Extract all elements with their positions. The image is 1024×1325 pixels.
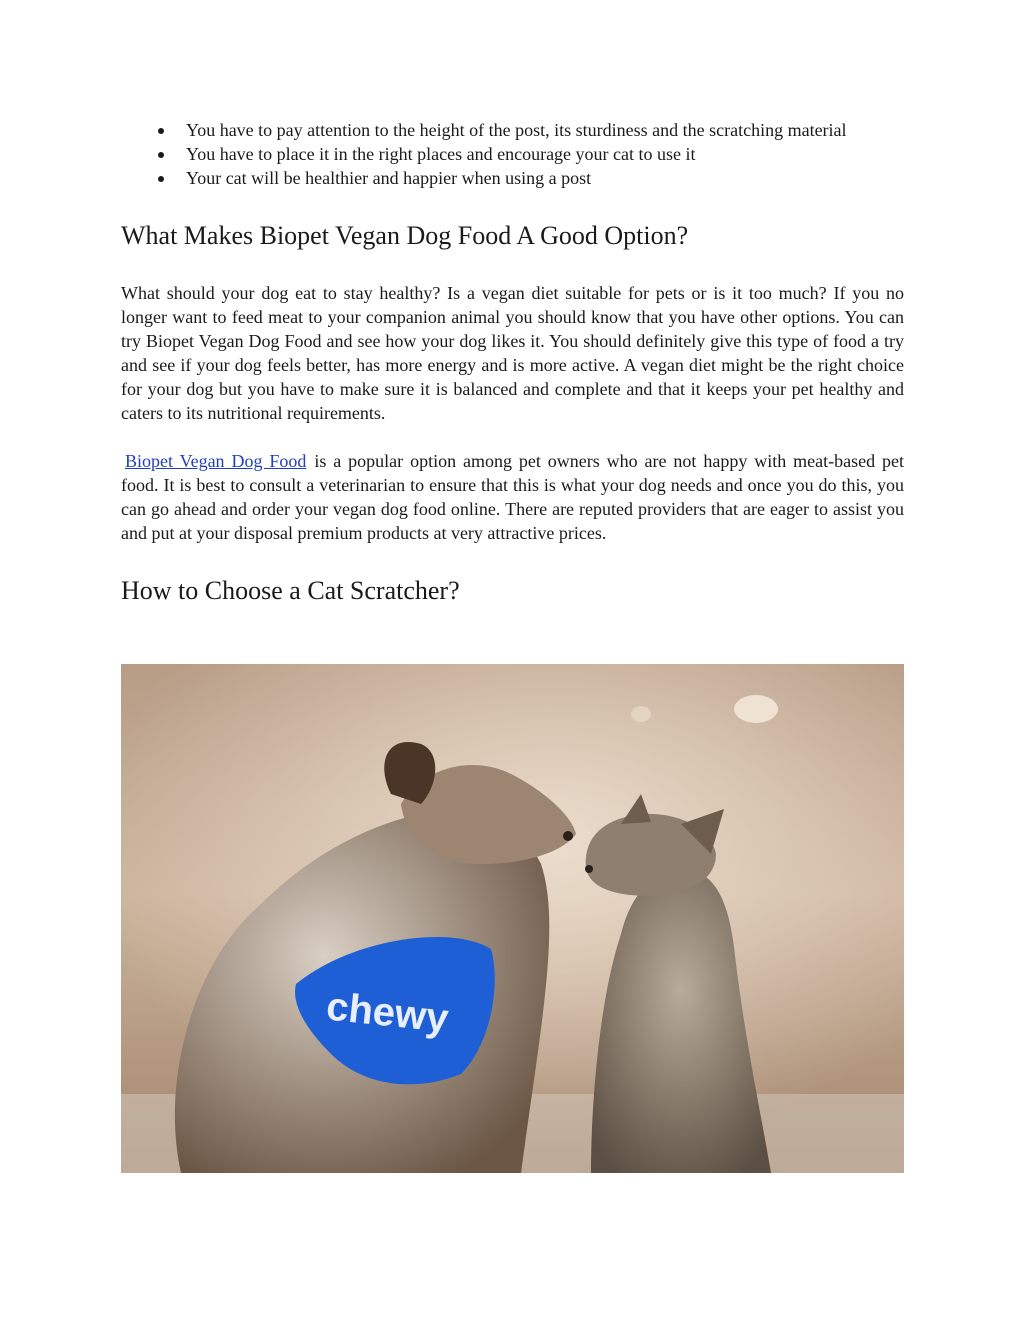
list-item-text: You have to pay attention to the height of the post, its sturdiness and the scratching material	[186, 120, 847, 140]
dog-and-cat-photo	[121, 664, 904, 1173]
list-item	[121, 166, 904, 190]
bullet-icon	[158, 152, 164, 158]
cat-nose	[585, 865, 593, 873]
bullet-icon	[158, 128, 164, 134]
dog-nose	[563, 831, 573, 841]
paragraph-biopet	[121, 449, 904, 545]
paragraph-intro: What should your dog eat to stay healthy? Is a vegan diet suitable for pets or is it too much? If you no longer want to feed meat to your companion animal you should know that you have other options. You can try Biopet Vegan Dog Food and see how your dog likes it. You should definitely give this type of food a try and see if your dog feels better, has more energy and is more active. A vegan diet might be the right choice for your dog but you have to make sure it is balanced and complete and that it keeps your pet healthy and caters to its nutritional requirements.	[121, 283, 904, 423]
section-heading-scratcher: How to Choose a Cat Scratcher?	[121, 576, 460, 605]
list-item	[121, 142, 904, 166]
document-page	[121, 118, 904, 606]
list-item-text: Your cat will be healthier and happier when using a post	[186, 168, 592, 188]
section-heading-biopet: What Makes Biopet Vegan Dog Food A Good Option?	[121, 221, 689, 250]
bullet-list	[121, 118, 904, 190]
list-item-text: You have to place it in the right places and encourage your cat to use it	[186, 144, 696, 164]
list-item	[121, 118, 904, 142]
bullet-icon	[158, 176, 164, 182]
biopet-link[interactable]: Biopet Vegan Dog Food	[125, 451, 307, 471]
bandana-logo: chewy	[324, 984, 451, 1041]
paragraph-biopet-text: is a popular option among pet owners who are not happy with meat-based pet food. It is best to consult a veterinarian to ensure that this is what your dog needs and once you do this, you can go ahead and order your vegan dog food online. There are reputed providers that are eager to assist you and put at your disposal premium products at very attractive prices.	[121, 451, 904, 543]
